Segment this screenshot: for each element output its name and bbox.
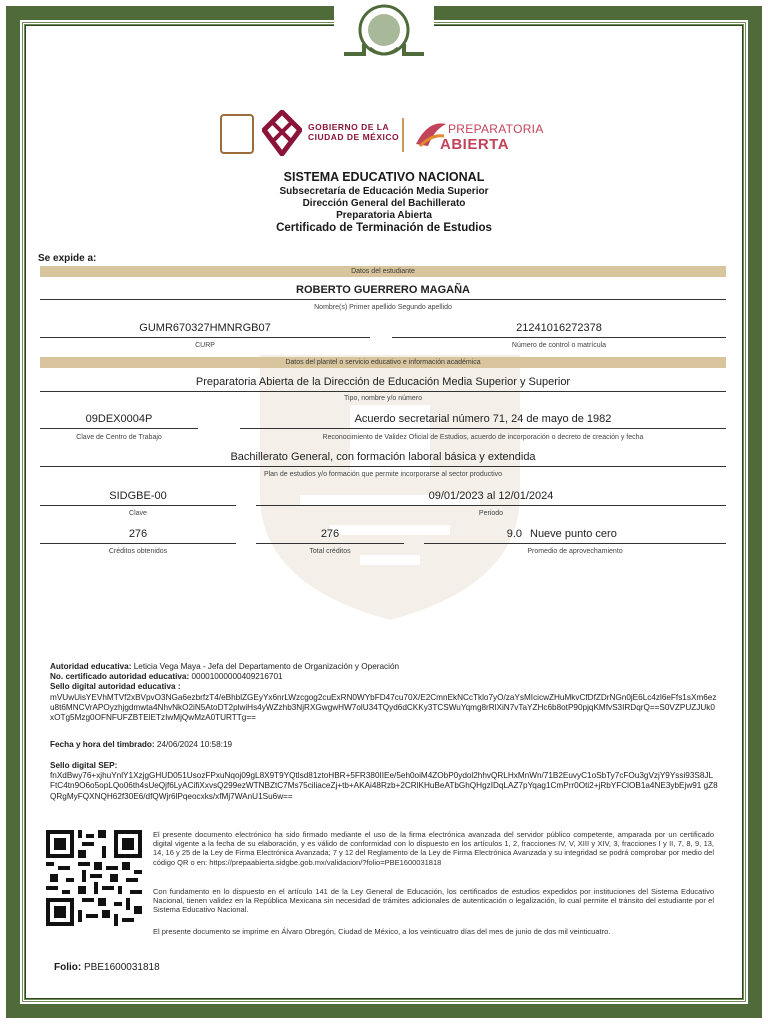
- underline: [256, 505, 726, 506]
- plan-caption: Plan de estudios y/o formación que permite incorporarse al sector productivo: [263, 471, 503, 478]
- clave-value: SIDGBE-00: [109, 490, 167, 502]
- gobierno-line2: CIUDAD DE MÉXICO: [308, 132, 400, 142]
- logo-divider: [402, 118, 404, 152]
- curp-caption: CURP: [195, 342, 215, 349]
- underline: [40, 337, 370, 338]
- underline: [40, 543, 236, 544]
- underline: [240, 428, 726, 429]
- timbrado-label: Fecha y hora del timbrado:: [50, 740, 155, 749]
- seal-label: Sello digital autoridad educativa :: [50, 682, 181, 692]
- timbrado-value: 24/06/2024 10:58:19: [156, 740, 233, 749]
- document-title: SISTEMA EDUCATIVO NACIONAL: [283, 170, 485, 184]
- legal-paragraph-2: Con fundamento en lo dispuesto en el artículo 141 de la Ley General de Educación, los certificados de estudios expedidos por instituciones del Sistema Educativo Nacional, tienen validez en la República Mexicana sin necesidad de trámites adicionales de autenticación o legalización, lo cual permite el tránsito del estudiante por el Sistema Educativo Nacional.: [153, 887, 714, 915]
- subtitle-2: Dirección General del Bachillerato: [302, 198, 466, 209]
- se-expide-label: Se expide a:: [38, 253, 97, 264]
- subtitle-3: Preparatoria Abierta: [336, 210, 432, 221]
- total-creditos-value: 276: [320, 528, 340, 540]
- folio: [54, 962, 160, 973]
- plan-value: Bachillerato General, con formación laboral básica y extendida: [230, 451, 536, 463]
- school-name: Preparatoria Abierta de la Dirección de Educación Media Superior y Superior: [195, 376, 571, 388]
- promedio-caption: Promedio de aprovechamiento: [527, 548, 623, 555]
- rvoe-caption: Reconocimiento de Validez Oficial de Estudios, acuerdo de incorporación o decreto de creación y fecha: [322, 434, 644, 441]
- folio-label: Folio:: [54, 962, 82, 973]
- sep-seal-value: fnXdBwy76+xjhuYnlY1XzjgGHUD051UsozFPxuNqoj09gL8X9T9YQtlsd81ztoHBR+5FR380IIEe/5eh0oiM4ZObP0ydol2hhvQRLHxMnWn/71B2EuvyC1oSbTy7cFOu3gVzjY9Yssi93S8JLFtC4tn9O6o5opLQo06th4sUeQjf6LyACifiXxvsQ299ezWTNBZtC7Ms75ciliaceZj+tb+AKAi48Rzb+2CRlKHuBeATbGhQHgzIDqLAZ7pYqag1CmPrr0Oti2+jRbYFClOB1a4NE3ybEjw91 gZ8QRgMyFQXNQH62f30E6/dfQWjr6lPqeocxks/xfMj7WAnU1Su6w==: [50, 771, 718, 801]
- periodo-caption: Periodo: [478, 510, 504, 517]
- gobierno-cdmx-wordmark: [308, 122, 399, 142]
- authority-block: [50, 662, 718, 723]
- underline: [424, 543, 726, 544]
- authority-label: Autoridad educativa:: [50, 662, 132, 671]
- sep-seal-label: Sello digital SEP:: [50, 761, 118, 770]
- underline: [40, 391, 726, 392]
- control-number-caption: Número de control o matrícula: [511, 342, 607, 349]
- creditos-caption: Créditos obtenidos: [108, 548, 168, 555]
- student-name: ROBERTO GUERRERO MAGAÑA: [296, 284, 470, 296]
- promedio-text: Nueve punto cero: [530, 528, 617, 540]
- sep-seal-block: [50, 761, 718, 802]
- underline: [40, 466, 726, 467]
- timbrado-block: [50, 740, 718, 750]
- clave-caption: Clave: [129, 510, 147, 517]
- subtitle-1: Subsecretaría de Educación Media Superior: [279, 186, 489, 197]
- school-band: Datos del plantel o servicio educativo e información académica: [40, 357, 726, 368]
- student-name-caption: Nombre(s) Primer apellido Segundo apellido: [314, 304, 452, 311]
- control-number-value: 21241016272378: [516, 322, 602, 334]
- legal-paragraph-3: El presente documento se imprime en Álvaro Obregón, Ciudad de México, a los veinticuatro días del mes de junio de dos mil veinticuatro.: [153, 927, 611, 936]
- authority-value: Leticia Vega Maya - Jefa del Departamento de Organización y Operación: [133, 662, 400, 671]
- header-logos: [0, 110, 768, 156]
- gobierno-cdmx-logo-icon: [262, 110, 302, 156]
- legal-paragraph-1: El presente documento electrónico ha sido firmado mediante el uso de la firma electrónica avanzada del servidor público competente, amparada por un certificado digital vigente a la fecha de su elaboración, y es válido de conformidad con lo dispuesto en los artículos 1, 2, fracciones IV, V, XIII y XIV, 3, fracciones I y II, 7, 8, 9, 13, 14, 16 y 25 de la Ley de Firma Electrónica Avanzada; 7 y 12 del Reglamento de la Ley de Firma Electrónica Avanzada y su integridad se podrá comprobar por medio del código QR o en: https://prepaabierta.sidgbe.gob.mx/validacion/?folio=PBE1600031818: [153, 830, 714, 867]
- folio-value: PBE1600031818: [84, 962, 160, 973]
- cdmx-crest-icon: [220, 114, 254, 154]
- seal-value: mVUwUisYEVhMTVf2xBVpvO3NGa6ezbrfzT4/eBhblZGEyYx6nrLWzcgog2cuExRN0WYbFD47cu70X/E2CmnEkNCcTklo7yO/zaYsMIcicwZHuMkvCfDfZDrNGn0jE6Lc4zl6eFfs1sXm6ezu8t6MNCVrAPOyzhjgdmwta4NhvNkO2iN5AtoDT2plwiHs4yWZzhb3NjRXGwgwHW7olU34TQyd6dCKKy3TCSWuYqmg8rRlXiN7vTaYZHc6b8otP90pjqKMfvS3IRDqrQ==S0VZPUZJUk0xOTg5Mzg0OFNFUFZBTElETzIwMjQwMzA0TURTTg==: [50, 692, 717, 723]
- cct-value: 09DEX0004P: [85, 413, 153, 425]
- school-name-caption: Tipo, nombre y/o número: [344, 395, 422, 402]
- creditos-value: 276: [128, 528, 148, 540]
- qr-code-icon: [46, 830, 142, 926]
- underline: [40, 428, 198, 429]
- national-seal-icon: [334, 4, 434, 64]
- underline: [256, 543, 404, 544]
- cct-caption: Clave de Centro de Trabajo: [76, 434, 162, 441]
- student-band: Datos del estudiante: [40, 266, 726, 277]
- periodo-value: 09/01/2023 al 12/01/2024: [428, 490, 554, 502]
- rvoe-value: Acuerdo secretarial número 71, 24 de mayo de 1982: [354, 413, 612, 425]
- underline: [40, 299, 726, 300]
- cert-number-label: No. certificado autoridad educativa:: [50, 672, 190, 682]
- certificate-title: Certificado de Terminación de Estudios: [276, 222, 492, 234]
- prepa-line1: PREPARATORIA: [448, 122, 544, 136]
- total-creditos-caption: Total créditos: [309, 548, 351, 555]
- underline: [392, 337, 726, 338]
- promedio-number: 9.0: [506, 528, 522, 540]
- gobierno-line1: GOBIERNO DE LA: [308, 122, 390, 132]
- cert-number-value: 00001000000409216701: [191, 672, 283, 682]
- curp-value: GUMR670327HMNRGB07: [139, 322, 271, 334]
- prepa-line2: ABIERTA: [440, 136, 510, 153]
- underline: [40, 505, 236, 506]
